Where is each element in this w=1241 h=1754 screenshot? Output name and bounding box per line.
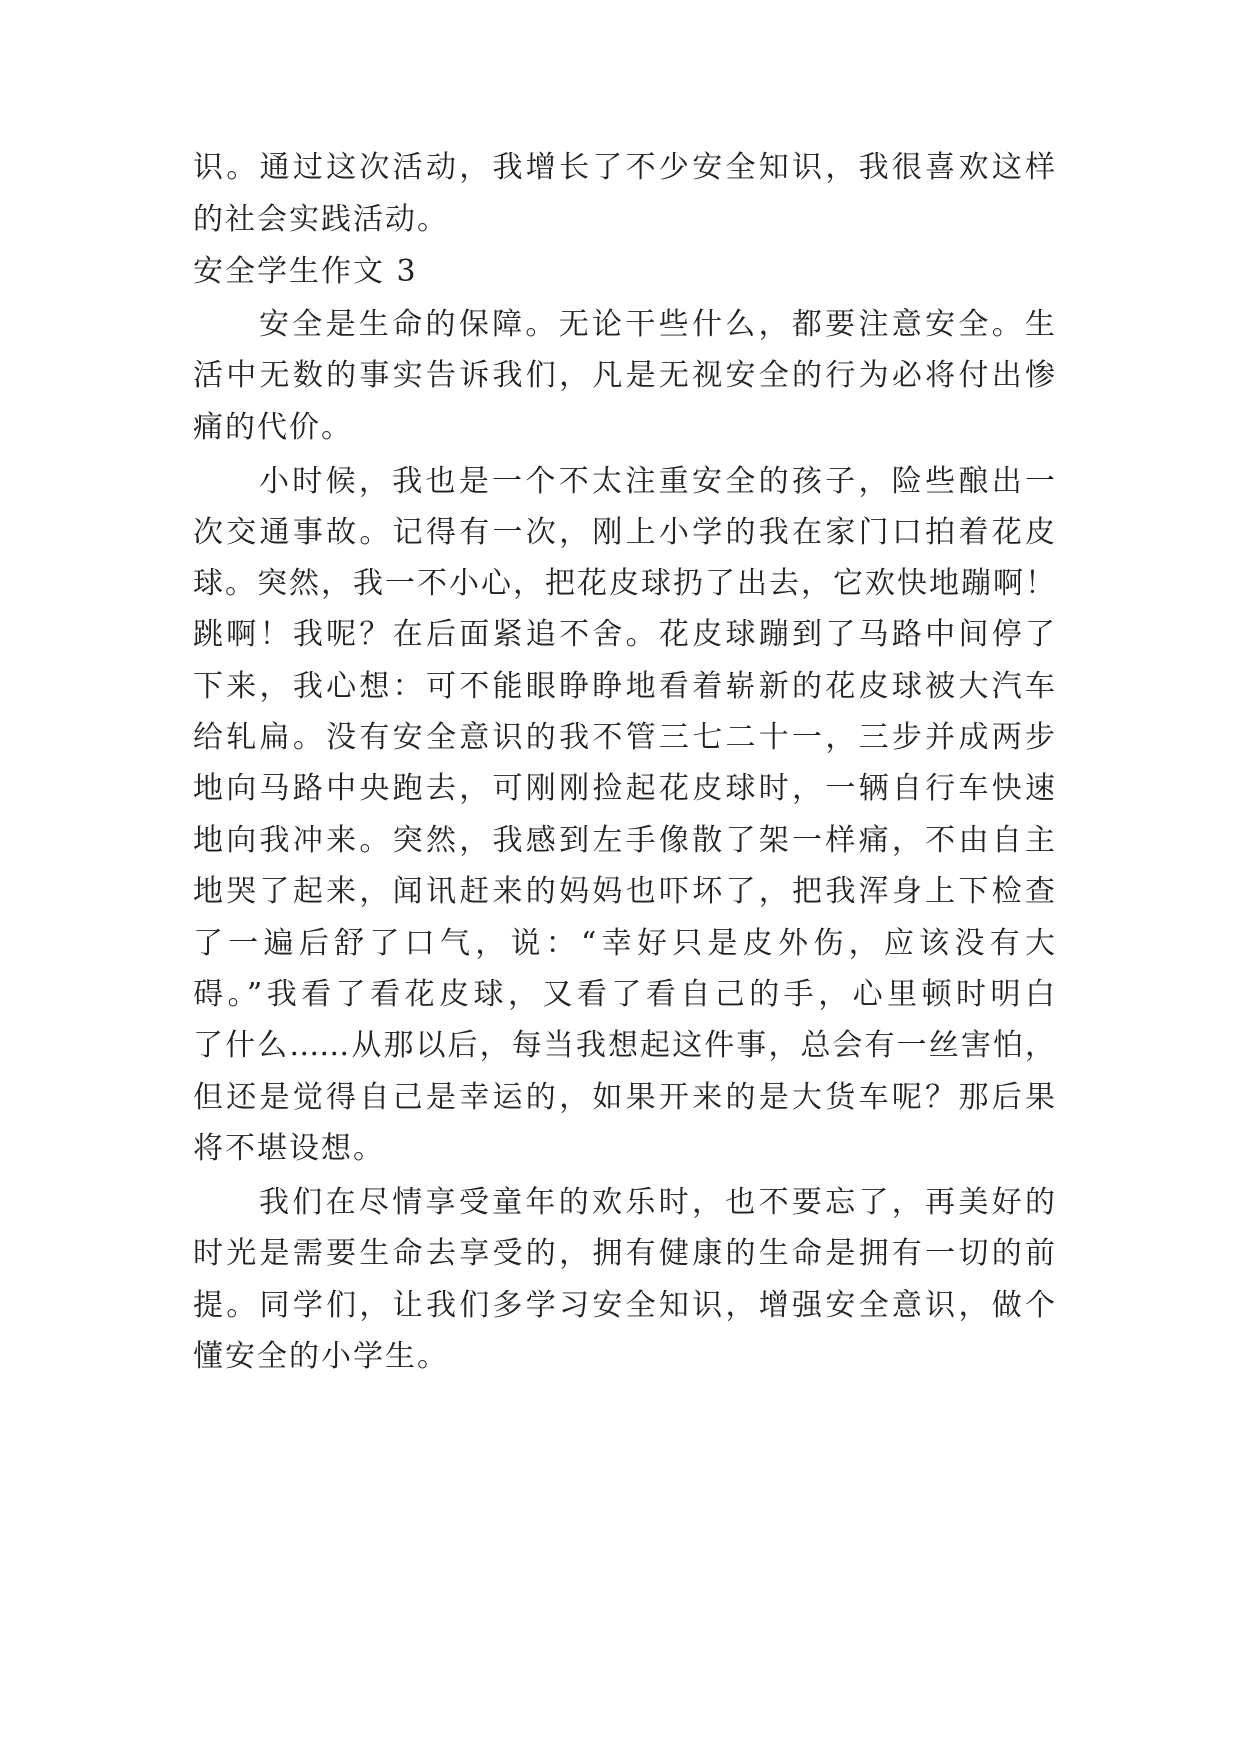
text-line: 下来，我心想：可不能眼睁睁地看着崭新的花皮球被大汽车 bbox=[193, 669, 1055, 704]
text-line: 但还是觉得自己是幸运的，如果开来的是大货车呢？那后果 bbox=[193, 1080, 1055, 1115]
text-line: 活中无数的事实告诉我们，凡是无视安全的行为必将付出惨 bbox=[193, 358, 1055, 393]
text-line: 将不堪设想。 bbox=[193, 1131, 385, 1166]
paragraph-first-line: 我们在尽情享受童年的欢乐时，也不要忘了，再美好的 bbox=[259, 1185, 1055, 1220]
text-line: 痛的代价。 bbox=[193, 410, 353, 445]
paragraph-first-line: 安全是生命的保障。无论干些什么，都要注意安全。生 bbox=[259, 307, 1055, 342]
text-line: 提。同学们，让我们多学习安全知识，增强安全意识，做个 bbox=[193, 1288, 1055, 1323]
text-line: 识。通过这次活动，我增长了不少安全知识，我很喜欢这样 bbox=[193, 150, 1055, 185]
text-line: 懂安全的小学生。 bbox=[193, 1339, 449, 1374]
text-line: 地向我冲来。突然，我感到左手像散了架一样痛，不由自主 bbox=[193, 823, 1055, 858]
text-line: 的社会实践活动。 bbox=[193, 202, 449, 237]
text-line: 次交通事故。记得有一次，刚上小学的我在家门口拍着花皮 bbox=[193, 515, 1055, 550]
text-line: 时光是需要生命去享受的，拥有健康的生命是拥有一切的前 bbox=[193, 1236, 1055, 1271]
paragraph-first-line: 小时候，我也是一个不太注重安全的孩子，险些酿出一 bbox=[259, 464, 1055, 499]
text-line: 了一遍后舒了口气，说：“幸好只是皮外伤，应该没有大 bbox=[193, 926, 1055, 961]
document-page bbox=[193, 0, 1055, 1754]
text-line: 了什么……从那以后，每当我想起这件事，总会有一丝害怕， bbox=[193, 1028, 1055, 1063]
text-line: 球。突然，我一不小心，把花皮球扔了出去，它欢快地蹦啊！ bbox=[193, 566, 1055, 601]
text-line: 地向马路中央跑去，可刚刚捡起花皮球时，一辆自行车快速 bbox=[193, 771, 1055, 806]
section-heading: 安全学生作文 3 bbox=[193, 254, 418, 289]
text-line: 碍。”我看了看花皮球，又看了看自己的手，心里顿时明白 bbox=[193, 977, 1055, 1012]
text-line: 地哭了起来，闻讯赶来的妈妈也吓坏了，把我浑身上下检查 bbox=[193, 874, 1055, 909]
text-line: 跳啊！我呢？在后面紧追不舍。花皮球蹦到了马路中间停了 bbox=[193, 617, 1055, 652]
text-line: 给轧扁。没有安全意识的我不管三七二十一，三步并成两步 bbox=[193, 720, 1055, 755]
